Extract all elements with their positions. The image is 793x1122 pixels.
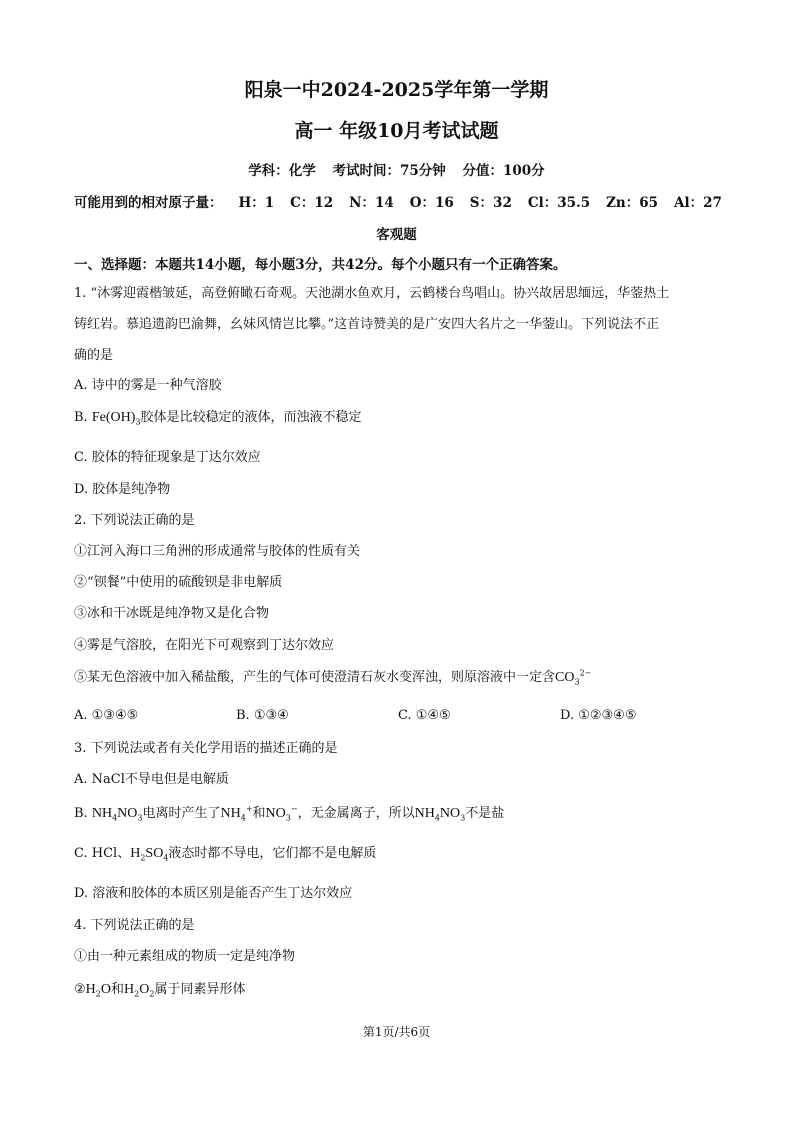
formula-part: NO	[117, 806, 138, 821]
exam-subtitle: 高一 年级10月考试试题	[294, 120, 499, 142]
q3-stem: 3. 下列说法或者有关化学用语的描述正确的是	[74, 741, 338, 756]
exam-info	[0, 162, 793, 180]
option-text: 不是盐	[465, 806, 505, 821]
q2-statement-4: ④雾是气溶胶，在阳光下可观察到丁达尔效应	[74, 638, 335, 653]
formula-charge: 2−	[579, 668, 592, 678]
q1-stem-line1: 1. “沐雾迎霞楷皱延，高登俯瞰石奇观。天池湖水鱼欢月，云鹤楼台鸟唱山。协兴故居思缅远，华蓥热土	[74, 286, 670, 301]
option-text: 液态时都不导电，它们都不是电解质	[168, 846, 377, 861]
atomic-mass-item: C：12	[290, 195, 334, 211]
page-number: 第1页/共6页	[362, 1025, 431, 1039]
formula-part: H	[124, 982, 135, 997]
subject-label: 学科：化学	[248, 163, 316, 179]
atomic-mass-item: O：16	[409, 195, 454, 211]
q2-statement-3: ③冰和干冰既是纯净物又是化合物	[74, 606, 270, 621]
formula-sub: 3	[285, 813, 291, 823]
formula-sub: 2	[134, 989, 140, 999]
q2-option-d: D. ①②③④⑤	[560, 708, 637, 723]
q3-option-b	[74, 806, 504, 822]
formula-part: H	[130, 846, 141, 861]
atomic-mass-item: N：14	[349, 195, 394, 211]
formula-main: Fe(OH)	[91, 410, 136, 425]
formula-sub: 3	[574, 677, 580, 687]
option-text: 电离时产生了	[142, 806, 221, 821]
q3-option-d: D. 溶液和胶体的本质区别是能否产生丁达尔效应	[74, 886, 353, 901]
q4-statement-1: ①由一种元素组成的物质一定是纯净物	[74, 949, 296, 964]
formula-sub: 3	[135, 417, 141, 427]
formula-part: NO	[439, 806, 461, 821]
statement-text: 属于同素异形体	[154, 982, 246, 997]
statement-text: ⑤某无色溶液中加入稀盐酸，产生的气体可使澄清石灰水变浑浊，则原溶液中一定含	[74, 670, 556, 685]
q1-option-a: A. 诗中的雾是一种气溶胶	[74, 378, 222, 393]
formula-part: O	[139, 982, 150, 997]
objective-heading: 客观题	[376, 227, 417, 243]
q1-option-d: D. 胶体是纯净物	[74, 482, 171, 497]
q2-options	[74, 708, 722, 724]
formula-part: NH	[91, 806, 113, 821]
q2-option-c: C. ①④⑤	[398, 708, 451, 723]
atomic-masses-label: 可能用到的相对原子量：	[74, 195, 223, 211]
q1-stem-line3: 确的是	[74, 348, 114, 363]
formula-part: O	[100, 982, 111, 997]
statement-text: 和	[111, 982, 125, 997]
formula-part: NH	[220, 806, 241, 821]
q2-stem: 2. 下列说法正确的是	[74, 513, 195, 528]
q1-option-c: C. 胶体的特征现象是丁达尔效应	[74, 450, 261, 465]
q2-statement-5	[74, 670, 591, 686]
statement-prefix: ②	[74, 982, 86, 997]
q2-option-a: A. ①③④⑤	[74, 708, 139, 723]
option-prefix: B.	[74, 410, 92, 425]
section-heading: 一、选择题：本题共14小题，每小题3分，共42分。每个小题只有一个正确答案。	[74, 257, 567, 273]
q1-stem-line2: 铸红岩。慕追遗韵巴渝舞，幺妹风情岂比攀。”这首诗赞美的是广安四大名片之一华蓥山。下列说法不正	[74, 317, 660, 332]
formula-sub: 2	[149, 989, 155, 999]
atomic-mass-item: Zn：65	[606, 195, 659, 211]
option-prefix: B.	[74, 806, 92, 821]
option-text: 和	[252, 806, 266, 821]
q2-statement-2: ②“钡餐”中使用的硫酸钡是非电解质	[74, 575, 283, 590]
formula-charge: +	[245, 804, 253, 814]
formula-sub: 4	[434, 813, 440, 823]
atomic-mass-item: S：32	[469, 195, 512, 211]
q2-statement-1: ①江河入海口三角洲的形成通常与胶体的性质有关	[74, 544, 361, 559]
exam-title: 阳泉一中2024-2025学年第一学期	[244, 79, 549, 101]
formula-sub: 3	[137, 813, 143, 823]
formula-sub: 3	[460, 813, 466, 823]
formula-sub: 4	[163, 853, 169, 863]
formula-part: NO	[265, 806, 286, 821]
formula-part: H	[85, 982, 96, 997]
score-label: 分值：100分	[462, 163, 545, 179]
formula-sub: 4	[240, 813, 246, 823]
atomic-mass-item: Al：27	[674, 195, 722, 211]
formula-sub: 4	[112, 813, 118, 823]
option-text: ，无金属离子，所以	[297, 806, 415, 821]
q3-option-a: A. NaCl不导电但是电解质	[74, 772, 229, 787]
q4-statement-2	[74, 982, 245, 998]
formula-charge: −	[290, 804, 298, 814]
q2-option-b: B. ①③④	[236, 708, 289, 723]
option-text: 胶体是比较稳定的液体，而浊液不稳定	[140, 410, 362, 425]
formula-part: NH	[414, 806, 435, 821]
q4-stem: 4. 下列说法正确的是	[74, 918, 195, 933]
atomic-mass-item: Cl：35.5	[527, 195, 591, 211]
option-prefix: C. HCl、	[74, 846, 131, 861]
q3-option-c	[74, 846, 376, 862]
q1-option-b	[74, 410, 361, 426]
formula-main: CO	[555, 670, 575, 685]
atomic-mass-item: H：1	[238, 195, 275, 211]
time-label: 考试时间：75分钟	[332, 163, 446, 179]
atomic-masses	[74, 194, 722, 212]
formula-part: SO	[145, 846, 164, 861]
formula-sub: 2	[140, 853, 146, 863]
formula-sub: 2	[95, 989, 101, 999]
